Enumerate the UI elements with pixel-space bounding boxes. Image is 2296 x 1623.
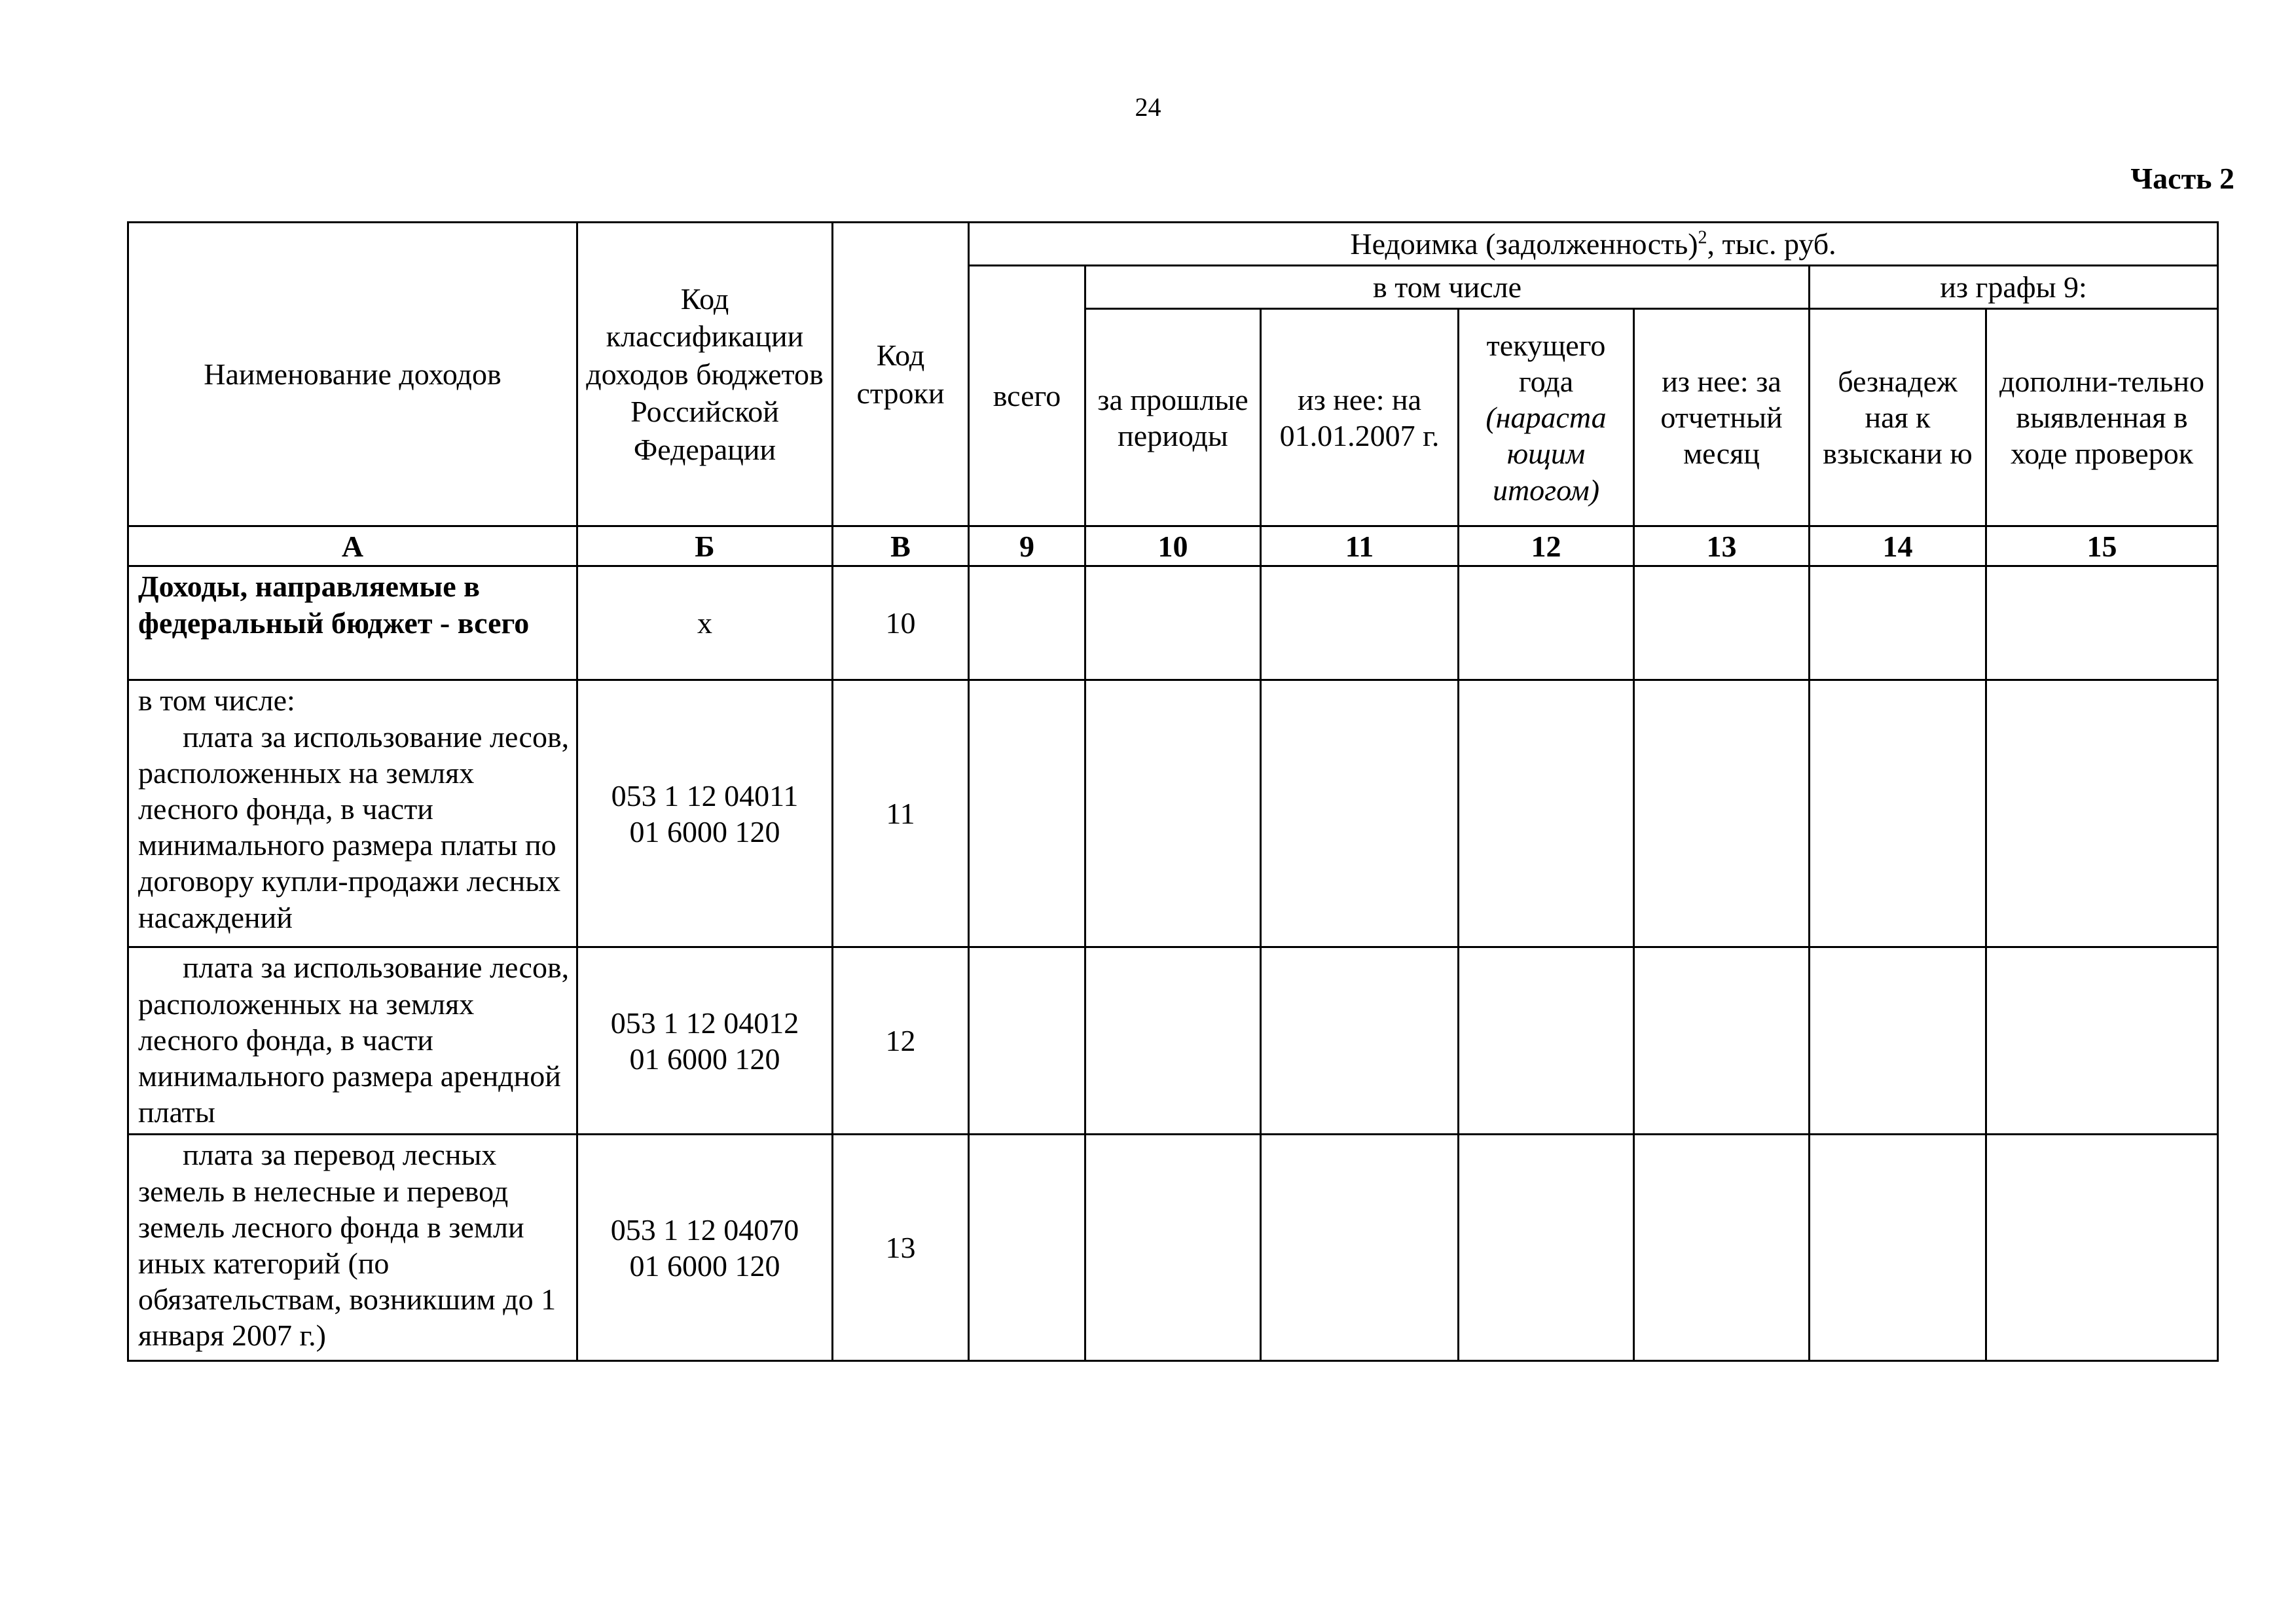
value-cell-10[interactable] — [1085, 947, 1261, 1135]
table-row — [128, 947, 2218, 1135]
page-number: 24 — [1135, 92, 1161, 122]
value-cell-10[interactable] — [1085, 566, 1261, 680]
row-income-name: Доходы, направляемые в федеральный бюджет - всего — [128, 566, 577, 680]
value-cell-15[interactable] — [1986, 680, 2218, 947]
code-line-2: 01 6000 120 — [629, 1249, 780, 1283]
index-cell: 9 — [969, 526, 1085, 566]
header-col-14: безнадеж ная к взыскани ю — [1810, 309, 1986, 526]
header-row-1 — [128, 223, 2218, 266]
header-col-15: дополни-тельно выявленная в ходе проверок — [1986, 309, 2218, 526]
value-cell-13[interactable] — [1634, 1135, 1810, 1361]
index-cell: 15 — [1986, 526, 2218, 566]
header-including-group: в том числе — [1085, 266, 1810, 309]
value-cell-14[interactable] — [1810, 1135, 1986, 1361]
index-cell: Б — [577, 526, 833, 566]
header-col-9: всего — [969, 266, 1085, 526]
footnote-marker: 2 — [1698, 227, 1707, 248]
value-cell-10[interactable] — [1085, 680, 1261, 947]
header-income-name: Наименование доходов — [128, 223, 577, 526]
index-cell: 13 — [1634, 526, 1810, 566]
header-arrears-unit: , тыс. руб. — [1707, 227, 1836, 261]
index-cell: 12 — [1459, 526, 1634, 566]
value-cell-9[interactable] — [969, 947, 1085, 1135]
index-cell: 11 — [1261, 526, 1459, 566]
table-row — [128, 566, 2218, 680]
row-line-code: 12 — [833, 947, 969, 1135]
income-arrears-table — [127, 221, 2219, 1362]
value-cell-9[interactable] — [969, 566, 1085, 680]
row-line-code: 10 — [833, 566, 969, 680]
header-col-11: из нее: на 01.01.2007 г. — [1261, 309, 1459, 526]
row-income-name-cell — [128, 1135, 577, 1361]
header-arrears-label: Недоимка (задолженность) — [1350, 227, 1698, 261]
row-classification-code — [577, 947, 833, 1135]
header-from-col-9-group: из графы 9: — [1810, 266, 2218, 309]
header-col-13: из нее: за отчетный месяц — [1634, 309, 1810, 526]
value-cell-14[interactable] — [1810, 680, 1986, 947]
part-title: Часть 2 — [2130, 162, 2234, 195]
table-row — [128, 680, 2218, 947]
value-cell-11[interactable] — [1261, 947, 1459, 1135]
header-col-10: за прошлые периоды — [1085, 309, 1261, 526]
row-classification-code — [577, 1135, 833, 1361]
value-cell-11[interactable] — [1261, 1135, 1459, 1361]
row-prefix: в том числе: — [138, 684, 295, 718]
header-line-code: Код строки — [833, 223, 969, 526]
value-cell-13[interactable] — [1634, 566, 1810, 680]
row-income-name-cell — [128, 947, 577, 1135]
row-income-name-cell — [128, 680, 577, 947]
header-col-12 — [1459, 309, 1634, 526]
row-classification-code: x — [577, 566, 833, 680]
value-cell-9[interactable] — [969, 680, 1085, 947]
value-cell-11[interactable] — [1261, 566, 1459, 680]
code-line-1: 053 1 12 04070 — [610, 1213, 799, 1247]
index-cell: В — [833, 526, 969, 566]
index-cell: 10 — [1085, 526, 1261, 566]
row-line-code: 13 — [833, 1135, 969, 1361]
index-cell: А — [128, 526, 577, 566]
row-income-name: плата за использование лесов, расположенных на землях лесного фонда, в части минимального размера платы по договору купли-продажи лесных насаждений — [138, 720, 570, 934]
value-cell-15[interactable] — [1986, 947, 2218, 1135]
code-line-2: 01 6000 120 — [629, 814, 780, 848]
row-classification-code — [577, 680, 833, 947]
value-cell-9[interactable] — [969, 1135, 1085, 1361]
row-income-name: плата за использование лесов, расположенных на землях лесного фонда, в части минимального размера арендной платы — [138, 951, 570, 1129]
value-cell-13[interactable] — [1634, 680, 1810, 947]
value-cell-15[interactable] — [1986, 1135, 2218, 1361]
value-cell-15[interactable] — [1986, 566, 2218, 680]
table-row — [128, 1135, 2218, 1361]
value-cell-10[interactable] — [1085, 1135, 1261, 1361]
value-cell-14[interactable] — [1810, 566, 1986, 680]
value-cell-13[interactable] — [1634, 947, 1810, 1135]
value-cell-11[interactable] — [1261, 680, 1459, 947]
header-classification-code: Код классификации доходов бюджетов Российской Федерации — [577, 223, 833, 526]
row-line-code: 11 — [833, 680, 969, 947]
code-line-1: 053 1 12 04011 — [611, 778, 799, 812]
row-income-name: плата за перевод лесных земель в нелесные и перевод земель лесного фонда в земли иных категорий (по обязательствам, возникшим до 1 января 2007 г.) — [138, 1138, 556, 1353]
value-cell-12[interactable] — [1459, 1135, 1634, 1361]
header-arrears-group — [969, 223, 2218, 266]
column-index-row — [128, 526, 2218, 566]
value-cell-12[interactable] — [1459, 566, 1634, 680]
header-col-12-text: текущего года — [1486, 328, 1606, 399]
code-line-2: 01 6000 120 — [629, 1042, 780, 1076]
code-line-1: 053 1 12 04012 — [610, 1006, 799, 1040]
header-col-12-italic: (нараста ющим итогом) — [1485, 401, 1607, 507]
value-cell-12[interactable] — [1459, 680, 1634, 947]
value-cell-12[interactable] — [1459, 947, 1634, 1135]
index-cell: 14 — [1810, 526, 1986, 566]
value-cell-14[interactable] — [1810, 947, 1986, 1135]
